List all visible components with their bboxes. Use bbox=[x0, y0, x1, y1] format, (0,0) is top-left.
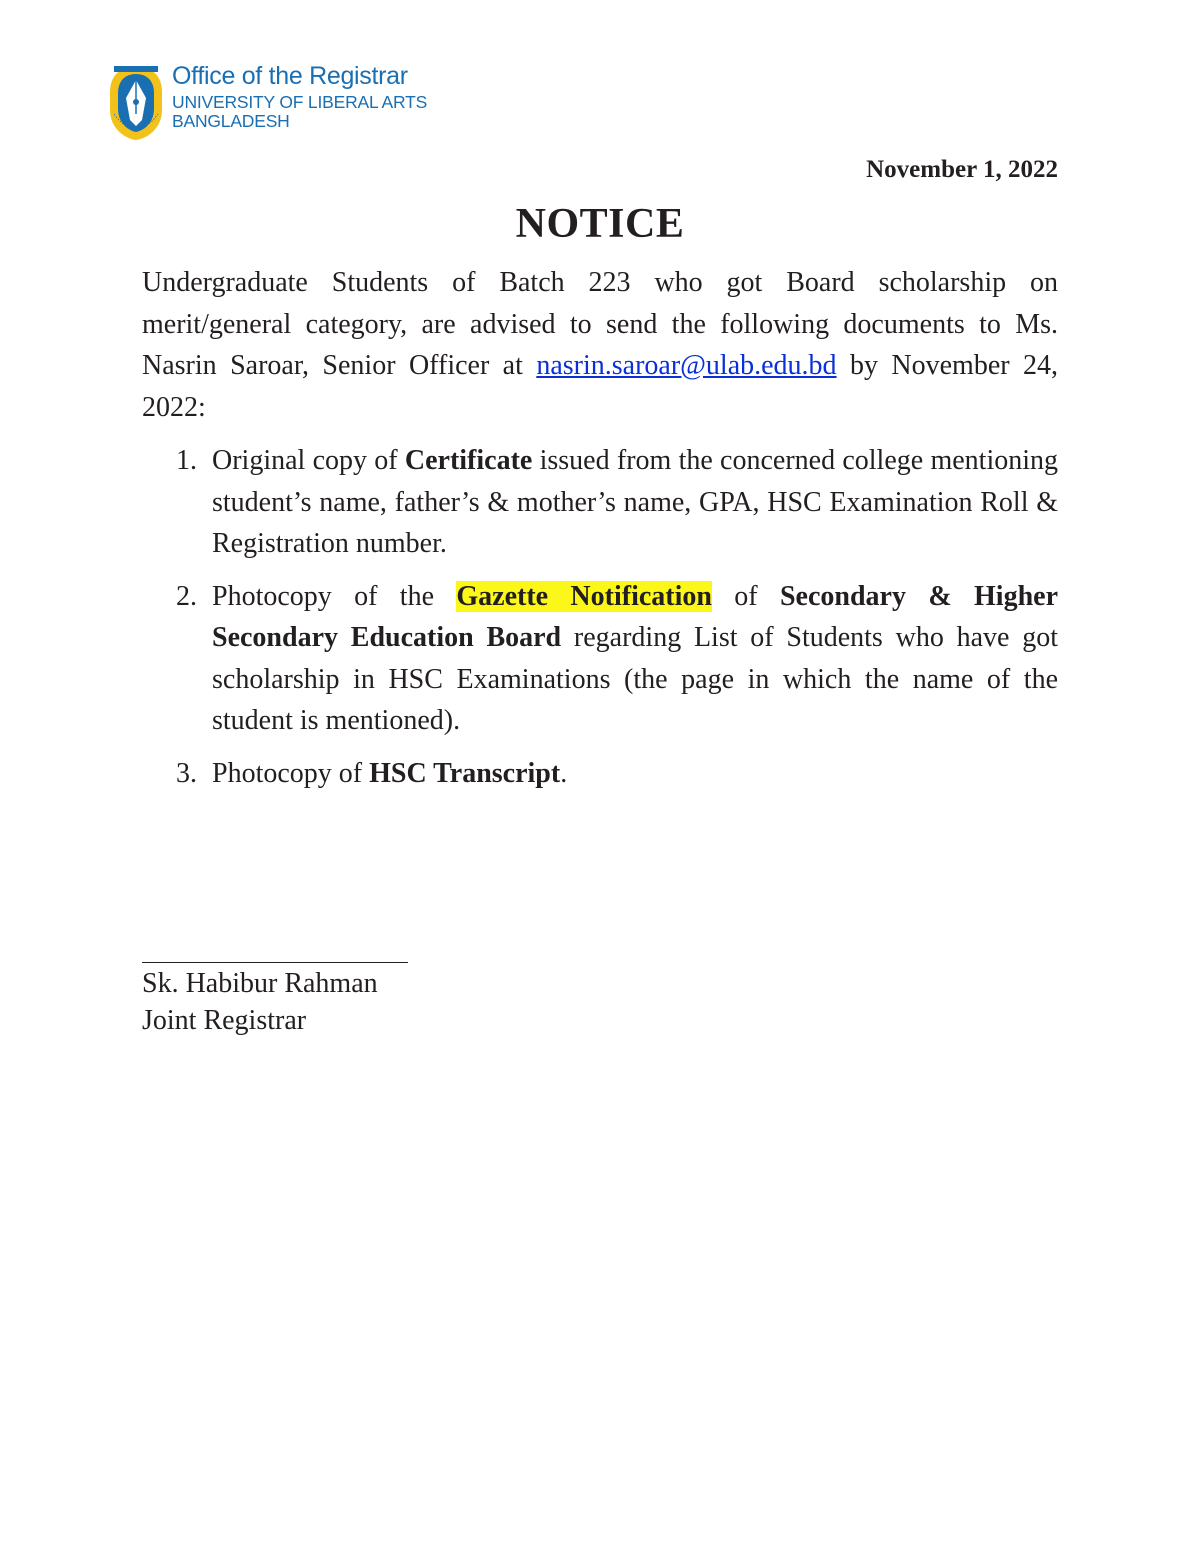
list-item-number: 1. bbox=[176, 445, 197, 476]
list-item bbox=[142, 440, 1058, 565]
notice-date: November 1, 2022 bbox=[866, 156, 1058, 183]
list-item-text: Photocopy of the bbox=[212, 580, 457, 612]
intro-text: Undergraduate Students of Batch 223 who got Board scholarship on merit/general category, are advised to send the following documents to Ms. Nasrin Saroar, Senior Officer at bbox=[142, 267, 1058, 381]
list-item-text: issued from the concerned college mentioning student’s name, father’s & mother’s name, GPA, HSC Examination Roll & Registration number. bbox=[212, 445, 1059, 559]
signatory-designation: Joint Registrar bbox=[142, 1005, 307, 1036]
document-list bbox=[142, 440, 1058, 794]
list-item-text: of bbox=[711, 580, 780, 612]
signatory-name: Sk. Habibur Rahman bbox=[142, 968, 378, 999]
highlighted-text: Gazette Notification bbox=[456, 580, 712, 612]
list-item-text: Photocopy of bbox=[212, 757, 370, 789]
signature-line bbox=[142, 962, 408, 963]
university-name: UNIVERSITY OF LIBERAL ARTS bbox=[172, 92, 428, 112]
list-item-bold: HSC Transcript bbox=[369, 757, 561, 789]
list-item-number: 3. bbox=[176, 757, 197, 789]
list-item-text: . bbox=[560, 757, 568, 789]
list-item bbox=[142, 753, 1058, 795]
signature-block bbox=[142, 965, 378, 1039]
notice-body bbox=[142, 262, 1058, 805]
list-item-bold: Certificate bbox=[404, 445, 533, 476]
intro-deadline: by November 24, 2022: bbox=[142, 350, 1058, 423]
list-item-bold: Secondary & Higher Secondary Education Board bbox=[212, 580, 1058, 653]
email-link[interactable]: nasrin.saroar@ulab.edu.bd bbox=[536, 350, 837, 381]
list-item-text: regarding List of Students who have got scholarship in HSC Examinations (the page in which the name of the student is mentioned). bbox=[212, 622, 1058, 736]
letterhead bbox=[106, 62, 427, 142]
list-item bbox=[142, 576, 1058, 742]
list-item-number: 2. bbox=[176, 580, 197, 612]
office-name: Office of the Registrar bbox=[172, 62, 408, 90]
country-name: BANGLADESH bbox=[172, 110, 290, 131]
intro-paragraph bbox=[142, 262, 1058, 428]
list-item-text: Original copy of bbox=[212, 445, 405, 476]
notice-title: NOTICE bbox=[515, 201, 685, 247]
ulab-logo-icon bbox=[106, 64, 166, 142]
